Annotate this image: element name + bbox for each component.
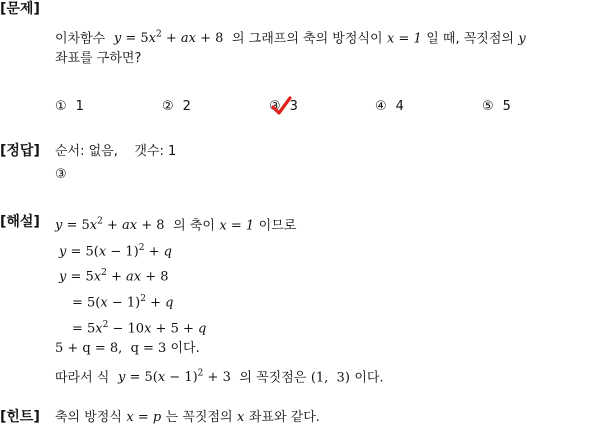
problem-line-1 xyxy=(55,26,526,48)
problem-header: [문제] xyxy=(0,1,40,17)
solution-line-5: 5 + q = 8, q = 3 이다. xyxy=(55,341,200,356)
problem-text: 이차함수 xyxy=(55,31,106,47)
variable: y xyxy=(518,31,526,47)
equation-step-3: = $5(x - 1)^2 + q$ xyxy=(72,294,174,311)
choice-5[interactable] xyxy=(482,98,511,116)
variable: x xyxy=(237,410,245,425)
solution-text: 따라서 식 xyxy=(55,370,110,386)
problem-text: 일 때, 꼭짓점의 xyxy=(426,31,514,47)
solution-line-1 xyxy=(55,213,296,235)
answer-info: 순서: 없음, 갯수: 1 xyxy=(55,144,177,159)
answer-header: [정답] xyxy=(0,143,40,159)
choice-value: 3 xyxy=(289,99,298,114)
problem-line-2: 좌표를 구하면? xyxy=(55,51,142,66)
equation-step-2: $y = 5x^2$ + ax + 8 xyxy=(59,268,169,285)
solution-header: [해설] xyxy=(0,214,40,230)
answer-value: ③ xyxy=(55,167,67,182)
solution-text: 이다. xyxy=(354,370,384,386)
condition: x = 1 xyxy=(386,31,422,47)
choice-value: 4 xyxy=(395,99,404,114)
hint-text: 좌표와 같다. xyxy=(248,410,320,425)
checkmark-icon xyxy=(270,95,292,117)
choice-number: ③ xyxy=(269,99,281,114)
hint-text: 는 꼭짓점의 xyxy=(165,410,233,425)
hint-line xyxy=(55,408,320,427)
choice-value: 2 xyxy=(182,99,191,114)
equation-step-1: $y = 5(x - 1)^2 + q$ xyxy=(59,243,172,260)
condition: x = 1 xyxy=(219,218,255,234)
solution-text: 의 꼭짓점은 xyxy=(239,370,307,386)
choice-2[interactable] xyxy=(162,98,191,116)
equation: $y = 5x^2$ + ax + 8 xyxy=(113,30,228,47)
vertex-point: (1, 3) xyxy=(310,370,350,386)
choice-number: ⑤ xyxy=(482,99,494,114)
choice-4[interactable] xyxy=(375,98,404,116)
equation-step-4: = $5x^2 - 10x + 5 + q$ xyxy=(72,320,207,337)
choice-value: 1 xyxy=(75,99,84,114)
problem-text: 의 그래프의 축의 방정식이 xyxy=(231,31,383,47)
solution-text: 이므로 xyxy=(258,218,297,234)
equation: $y = 5x^2$ + ax + 8 xyxy=(55,217,169,234)
solution-line-6 xyxy=(55,365,384,387)
hint-header: [힌트] xyxy=(0,409,40,425)
choice-number: ① xyxy=(55,99,67,114)
choice-number: ② xyxy=(162,99,174,114)
solution-text: 의 축이 xyxy=(173,218,215,234)
hint-text: 축의 방정식 xyxy=(55,410,122,425)
choice-value: 5 xyxy=(502,99,511,114)
choice-1[interactable] xyxy=(55,98,84,116)
condition: x = p xyxy=(126,410,162,425)
choice-number: ④ xyxy=(375,99,387,114)
equation: $y = 5(x - 1)^2 + 3$ xyxy=(117,369,235,386)
